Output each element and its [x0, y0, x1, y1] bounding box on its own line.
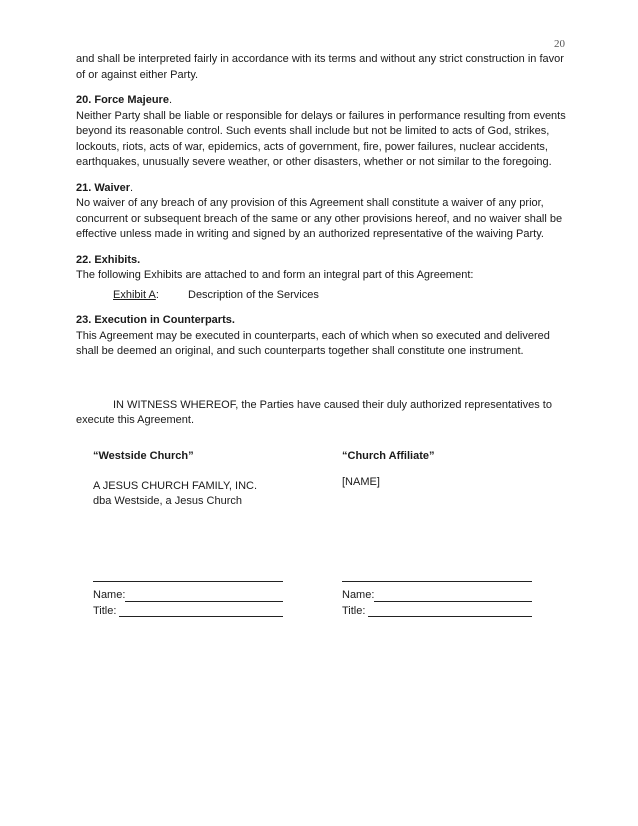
- section-title: 21. Waiver: [76, 181, 131, 194]
- signature-line[interactable]: [93, 572, 283, 582]
- party-dba: dba Westside, a Jesus Church: [93, 495, 242, 507]
- party-title: “Westside Church”: [93, 450, 194, 462]
- name-label: Name:: [342, 589, 375, 601]
- signature-fields-right: [342, 572, 532, 619]
- section-body-waiver: No waiver of any breach of any provision of this Agreement shall constitute a waiver of any prior, concurrent or subsequent breach of the same or any other provisions hereof, and no waiver shall be effective unless made in writing and signed by an authorized representative of the waiving Party.: [76, 197, 563, 240]
- party-title: “Church Affiliate”: [342, 450, 435, 462]
- section-heading-exhibits: [76, 253, 568, 269]
- name-label: Name:: [93, 589, 126, 601]
- title-label: Title:: [93, 604, 117, 617]
- signatory-westside: [93, 449, 283, 510]
- title-field[interactable]: [93, 604, 283, 620]
- title-field[interactable]: [342, 604, 532, 620]
- exhibit-entry: [76, 288, 568, 304]
- name-field[interactable]: [93, 588, 283, 604]
- section-title: 20. Force Majeure: [76, 94, 169, 106]
- signatory-affiliate: [342, 449, 532, 490]
- title-label: Title:: [342, 604, 366, 617]
- section-body-counterparts: This Agreement may be executed in counterparts, each of which when so executed and delivered shall be deemed an original, and such counterparts together shall constitute one instrument.: [76, 329, 550, 357]
- witness-clause: IN WITNESS WHEREOF, the Parties have caused their duly authorized representatives to execute this Agreement.: [76, 398, 552, 426]
- intro-paragraph: and shall be interpreted fairly in accordance with its terms and without any strict construction in favor of or against either Party.: [76, 53, 564, 81]
- party-name: A JESUS CHURCH FAMILY, INC.: [93, 479, 258, 492]
- section-heading-force-majeure: [76, 93, 568, 109]
- heading-suffix: .: [130, 181, 134, 194]
- party-name-placeholder: [NAME]: [342, 475, 380, 488]
- heading-suffix: .: [168, 94, 172, 106]
- section-body-force-majeure: Neither Party shall be liable or responsible for delays or failures in performance resulting from events beyond its reasonable control. Such events shall include but not be limited to acts of God, strikes, lockouts, riots, acts of war, epidemics, acts of government, fire, power failures, nuclear accidents, earthquakes, unusually severe weather, or other disasters, whether or not similar to the foregoing.: [76, 109, 566, 168]
- section-body-exhibits: The following Exhibits are attached to and form an integral part of this Agreement:: [76, 269, 474, 281]
- name-field[interactable]: [342, 588, 532, 604]
- section-heading-counterparts: [76, 313, 568, 329]
- signature-line[interactable]: [342, 572, 532, 582]
- exhibit-label: Exhibit A:: [113, 288, 159, 301]
- document-body: [76, 52, 568, 429]
- section-title: 23. Execution in Counterparts.: [76, 314, 235, 326]
- exhibit-description: Description of the Services: [188, 288, 319, 301]
- section-heading-waiver: [76, 181, 568, 197]
- signature-fields-left: [93, 572, 283, 619]
- page-number: 20: [554, 38, 565, 50]
- section-title: 22. Exhibits.: [76, 253, 141, 266]
